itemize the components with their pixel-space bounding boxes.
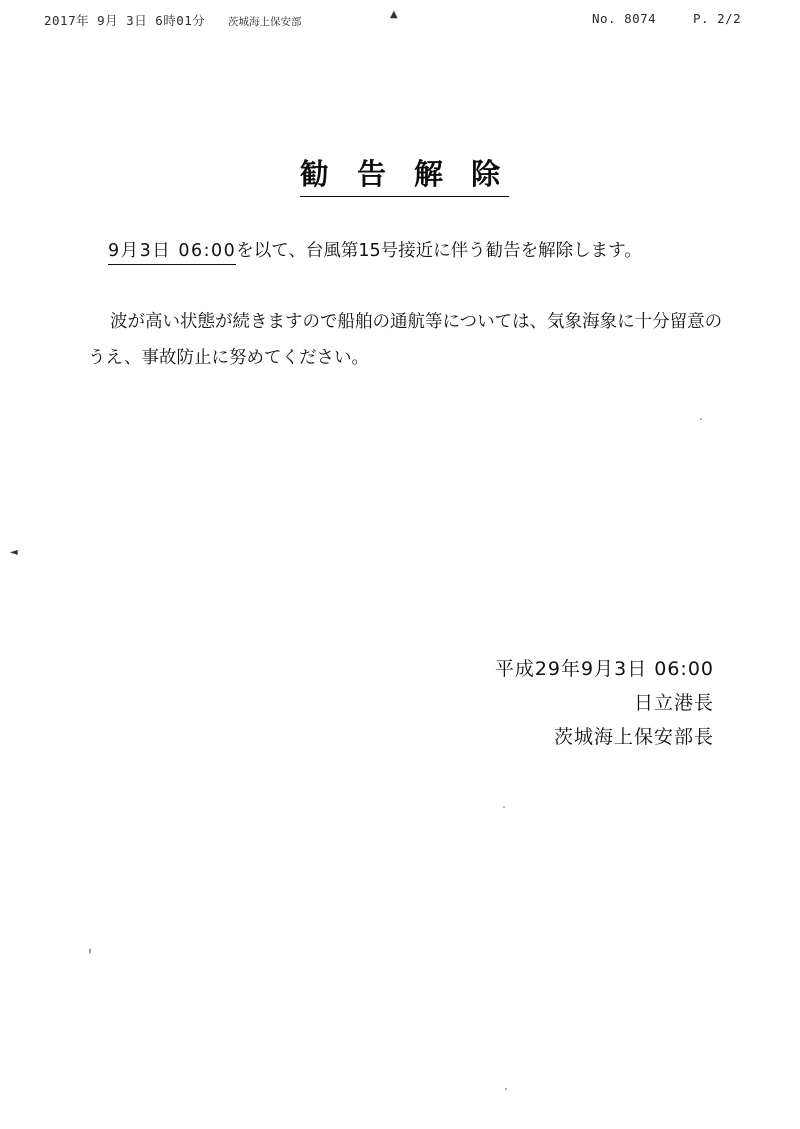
fax-sender-name: 茨城海上保安部 [228, 16, 302, 28]
fax-page-number: P. 2/2 [693, 11, 742, 26]
signature-block [0, 652, 714, 754]
paragraph-caution-notice: 波が高い状態が続きますので船舶の通航等については、気象海象に十分留意のうえ、事故防止に努めてください。 [88, 312, 723, 368]
page-title-text: 勧 告 解 除 [300, 157, 509, 197]
signature-title-coastguard: 茨城海上保安部長 [553, 726, 714, 748]
paragraph-release-statement [108, 236, 728, 266]
signature-date: 平成29年9月3日 06:00 [494, 658, 714, 680]
release-time-value: 9月3日 06:00 [108, 241, 236, 265]
fax-document-number: No. 8074 [592, 11, 657, 26]
fax-transmission-datetime: 2017年 9月 3日 6時01分 [44, 13, 206, 28]
signature-title-harbormaster: 日立港長 [633, 692, 714, 714]
release-statement-text: を以て、台風第15号接近に伴う勧告を解除します。 [236, 241, 642, 261]
triangle-up-icon: ▲ [390, 9, 398, 20]
page-title [0, 152, 800, 193]
triangle-left-icon: ◄ [10, 547, 18, 558]
